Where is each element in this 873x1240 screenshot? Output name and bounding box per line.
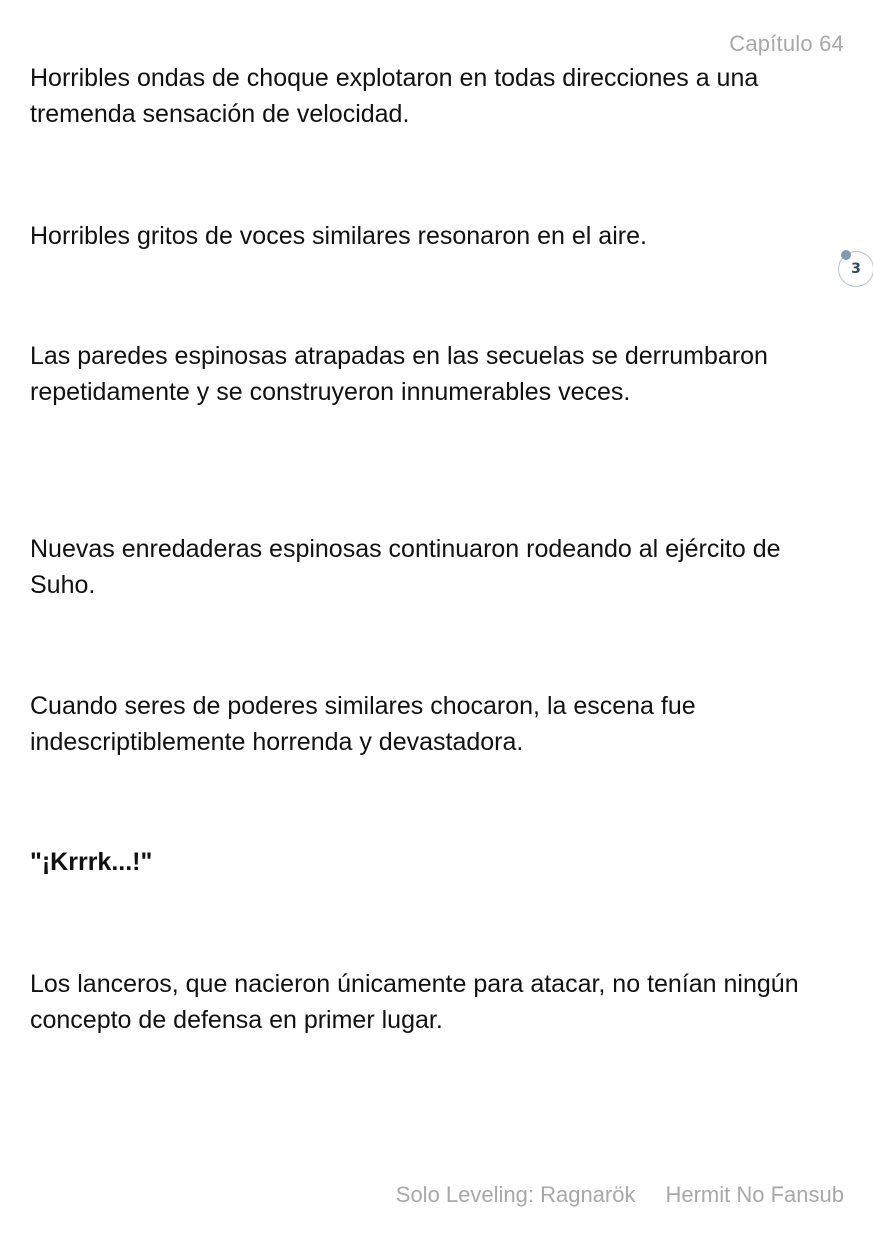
paragraph-4: Nuevas enredaderas espinosas continuaron rodeando al ejército de Suho. bbox=[30, 535, 781, 599]
dialogue-line: "¡Krrrk...!" bbox=[30, 848, 153, 876]
indicator-dot-icon bbox=[841, 250, 851, 260]
paragraph-3: Las paredes espinosas atrapadas en las secuelas se derrumbaron repetidamente y se construyeron innumerables veces. bbox=[30, 342, 768, 406]
paragraph-2: Horribles gritos de voces similares resonaron en el aire. bbox=[30, 222, 647, 250]
page-indicator-button[interactable] bbox=[838, 251, 873, 287]
footer bbox=[396, 1182, 844, 1208]
paragraph-1: Horribles ondas de choque explotaron en todas direcciones a una tremenda sensación de velocidad. bbox=[30, 64, 759, 128]
paragraph-5: Cuando seres de poderes similares chocaron, la escena fue indescriptiblemente horrenda y devastadora. bbox=[30, 692, 696, 756]
book-title: Solo Leveling: Ragnarök bbox=[395, 1182, 636, 1207]
translator-credit: Hermit No Fansub bbox=[665, 1182, 844, 1207]
page-number: 3 bbox=[851, 261, 861, 277]
paragraph-7: Los lanceros, que nacieron únicamente para atacar, no tenían ningún concepto de defensa en primer lugar. bbox=[30, 970, 799, 1034]
chapter-title: Capítulo 64 bbox=[729, 31, 844, 56]
